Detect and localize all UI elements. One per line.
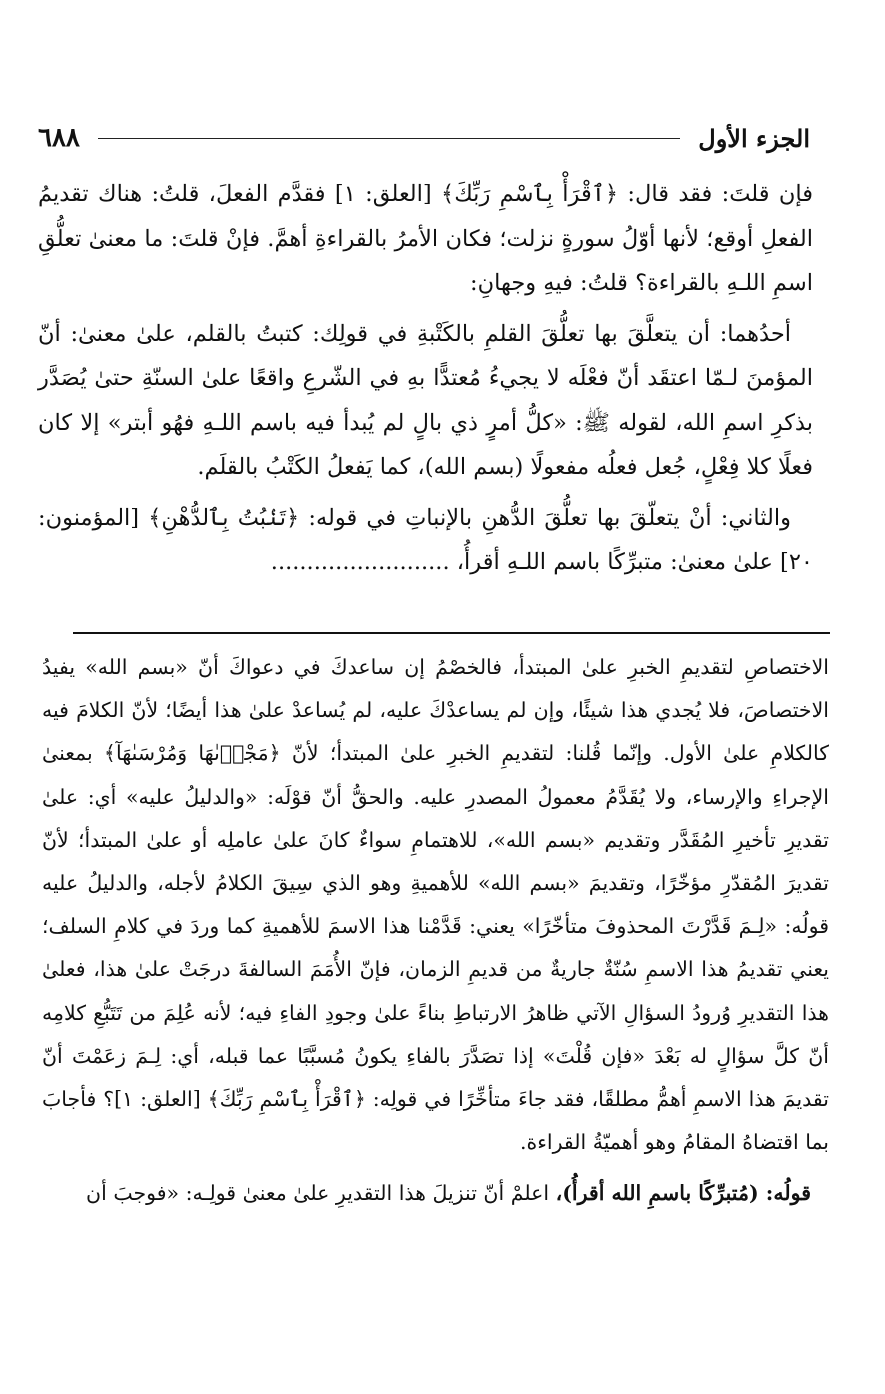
page-header	[38, 118, 810, 158]
main-paragraph-2: أحدُهما: أن يتعلَّقَ بها تعلُّقَ القلمِ بالكَتْبةِ في قولِك: كتبتُ بالقلم، علىٰ معنىٰ: أنّ المؤمنَ لـمّا اعتقَد أنّ فعْلَه لا يجيءُ مُعتدًّا بهِ في الشّرعِ واقعًا علىٰ السنّةِ حتىٰ يُصَدَّر بذكرِ اسمِ الله، لقوله ﷺ: «كلُّ أمرٍ ذي بالٍ لم يُبدأ فيه باسم اللـهِ فهُو أبتر» إلا كان فعلًا كلا فِعْلٍ، جُعل فعلُه مفعولًا (بسم الله)، كما يَفعلُ الكَتْبُ بالقلَم.	[38, 320, 813, 480]
main-paragraph-3-dots: .........................	[270, 549, 450, 575]
footnote-divider	[73, 632, 830, 634]
main-paragraph-3	[38, 496, 813, 585]
commentary-paragraph-2-rest: اعلمْ أنّ تنزيلَ هذا التقديرِ علىٰ معنىٰ قولِـه: «فوجبَ أن	[86, 1181, 556, 1206]
commentary-text	[42, 646, 829, 1224]
commentary-paragraph-1: الاختصاصِ لتقديمِ الخبرِ علىٰ المبتدأ، فالخصْمُ إن ساعدكَ في دعواكَ أنّ «بسم الله» يفيدُ الاختصاصَ، فلا يُجدي هذا شيئًا، وإن لم يساعدْكَ عليه، لم يُساعدْ علىٰ هذا أيضًا؛ لأنّ الكلامَ فيه كالكلامِ علىٰ الأول. وإنّما قُلنا: لتقديمِ الخبرِ علىٰ المبتدأ؛ لأنّ ﴿مَجْرٜىٰهَا وَمُرْسَىٰهَآ﴾ بمعنىٰ الإجراءِ والإرساء، ولا يُقَدَّمُ معمولُ المصدرِ عليه. والحقُّ أنّ قوْلَه: «والدليلُ عليه» أي: علىٰ تقديرِ تأخيرِ المُقَدَّر وتقديم «بسم الله»، للاهتمامِ سواءٌ كانَ علىٰ عاملِه أو علىٰ المبتدأ؛ لأنّ تقديرَ المُقدّرِ مؤخّرًا، وتقديمَ «بسم الله» للأهميةِ وهو الذي سِيقَ الكلامُ لأجله، والدليلُ عليه قولُه: «لِـمَ قَدَّرْتَ المحذوفَ متأخّرًا» يعني: قَدَّمْنا هذا الاسمَ للأهميةِ كما وردَ في كلامِ السلف؛ يعني تقديمُ هذا الاسمِ سُنّةٌ جاريةٌ من قديمِ الزمان، فإنّ الأُمَمَ السالفةَ درجَتْ علىٰ هذا، فعلىٰ هذا التقديرِ وُرودُ السؤالِ الآتي ظاهرُ الارتباطِ بناءً علىٰ وجودِ الفاءِ فيه؛ لأنه عُلِمَ من تَتَبُّعِ كلامِه أنّ كلَّ سؤالٍ له بَعْدَ «فإن قُلْتَ» إذا تصَدَّرَ بالفاءِ يكونُ مُسبَّبًا عما قبله، أي: لِـمَ زعَمْتَ أنّ تقديمَ هذا الاسمِ أهمُّ مطلقًا، فقد جاءَ متأخِّرًا في قولِه: ﴿ٱقْرَأْ بِٱسْمِ رَبِّكَ﴾ [العلق: ١]؟ فأجابَ بما اقتضاهُ المقامُ وهو أهميّةُ القراءة.	[42, 655, 829, 1155]
commentary-paragraph-2-lead: قولُه: (مُتبرِّكًا باسمِ الله أقرأُ)،	[555, 1181, 811, 1206]
header-rule	[98, 138, 680, 139]
commentary-paragraph-2	[42, 1172, 829, 1215]
page-number: ٦٨٨	[38, 123, 80, 153]
volume-title: الجزء الأول	[698, 123, 810, 153]
main-paragraph-1: فإن قلتَ: فقد قال: ﴿ٱقْرَأْ بِٱسْمِ رَبِّكَ﴾ [العلق: ١] فقدَّم الفعلَ، قلتُ: هناك تقديمُ الفعلِ أوقع؛ لأنها أوّلُ سورةٍ نزلت؛ فكان الأمرُ بالقراءةِ أهمَّ. فإنْ قلتَ: ما معنىٰ تعلُّقِ اسمِ اللـهِ بالقراءة؟ قلتُ: فيهِ وجهانِ:	[38, 181, 813, 296]
main-text	[38, 172, 813, 591]
main-paragraph-3-text: والثاني: أنْ يتعلّقَ بها تعلُّقَ الدُّهنِ بالإنباتِ في قوله: ﴿تَنۢبُتُ بِٱلدُّهْنِ﴾ [المؤمنون: ٢٠] علىٰ معنىٰ: متبرِّكًا باسم اللـهِ أقرأُ،	[38, 504, 813, 575]
